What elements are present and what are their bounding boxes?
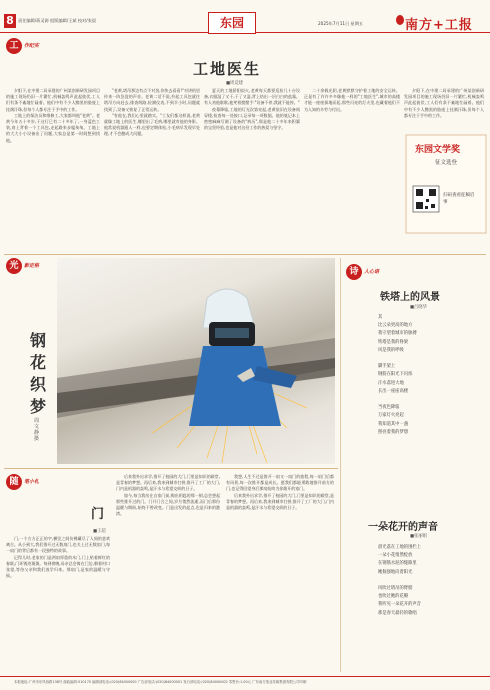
paragraph: 门,一个方方正正的字,横竖之间仿佛藏尽了人间的悲欢离合。从小到大,我们推开过无数扇门,也关上过无数扇门,每一扇门的背后都有一段独特的故事。: [6, 536, 110, 554]
column-badge-work: 工: [6, 38, 22, 54]
issue-date: 2025年7月11日 星期五: [318, 21, 364, 26]
article-author: ■周竞建: [226, 81, 243, 86]
column-name-poem: 人心语: [364, 269, 380, 275]
photo-title: 钢花织梦: [30, 331, 47, 416]
paragraph: 工地上的保洁员和维修工,大家都叫他"老黄"。老黄今年五十多岁,干这行已有二十多年了,一身蓝色工装,肩上背着一个工具包,走起路来步履匆匆。工地上的大大小小设备出了问题,大家总是第一时间想到找他。: [6, 112, 100, 143]
essay-body-col-c: [226, 474, 334, 672]
poem-body-2: 晨光落在工地的围栏上 一朵小花悄然绽放 在钢筋水泥的缝隙里 她倔强地向着阳光 风吹过塔吊的臂膀 也吹过她的花瓣 我听见一朵花开的声音 那是春天最轻的歌唱: [378, 545, 421, 616]
divider: [4, 254, 486, 255]
poem-body-1: 其 比云朵更高的地方 我守望着城市的脉搏 铁塔是我的脊梁 风是我的呼吸 脚手架上 钢筋在阳光下闪烁 汗水落进大地 长出一座座高楼 当夜色降临 万家灯火亮起 我知道其中一盏 照亮着我的梦想: [378, 315, 417, 435]
column-name-work: 作纪实: [24, 43, 40, 49]
essay-body-col-b: [116, 474, 220, 672]
paragraph: 二十余载光阴,老黄默默守护着工地的安全运转。正是有了许许多多像他一样的"工地医生",城市的高楼才能一座座拔地而起,那些闪亮的灯火里,也藏着他们不为人知的辛劳与付出。: [304, 88, 400, 112]
article-body-col-b: [104, 88, 200, 252]
article-title: 工地医生: [193, 60, 262, 78]
paragraph: 我想,人生不过是推开一扇又一扇门的旅程,每一扇门后都有风景,每一次推开都是成长。愿我们都能勇敢地推开前方的门,也记得回望身后那扇始终为你敞开的家门。: [226, 474, 334, 492]
article-body-col-d: [304, 88, 400, 252]
paragraph: 后来我外出求学,推开了校园的大门,门里是知识的殿堂,是青春的梦想。再后来,我来到城市打拼,推开了工厂的大门,门内是机器的轰鸣,是汗水与希望交织的日子。: [226, 492, 334, 511]
column-badge-photo: 光: [6, 258, 22, 274]
paragraph: 夕阳下,在中建二局承建的广州某创新研发园项目的施工现场仍旧一片繁忙,机械轰鸣声此起彼伏,工人们有条不紊地忙碌着。他们中有不少人黝黑的脸庞上挂满汗珠,但每个人都专注于手中的工作。: [404, 88, 484, 118]
divider: [4, 468, 338, 469]
column-name-photo: 影定格: [24, 263, 40, 269]
page-header: [0, 0, 490, 33]
paragraph: 后来我外出求学,推开了校园的大门,门里是知识的殿堂,是青春的梦想。再后来,我来到城市打拼,推开了工厂的大门,门内是机器的轰鸣,是汗水与希望交织的日子。: [116, 474, 220, 492]
editor-credits: 责任编辑/蒋灵源 组版编辑/王斌 校对/张晨: [18, 18, 97, 23]
welding-photo: [57, 258, 335, 464]
poem-title-1: 铁塔上的风景: [380, 292, 440, 303]
brand-name: 南方+工报: [405, 18, 473, 33]
qr-code-icon[interactable]: [413, 186, 439, 212]
column-badge-poem: 诗: [346, 264, 362, 280]
article-body-col-e: [404, 88, 484, 132]
paragraph: 如今,每当我站在自家门前,掏出钥匙的那一刻,总会想起那些推开过的门。门开门合之间,岁月悄然流逝,而门后那份温暖与期盼,始终不曾改变。门是出发的起点,也是归来的港湾。: [116, 492, 220, 517]
qr-caption: 扫码查看征稿启事: [443, 193, 475, 205]
section-title: 东园: [208, 12, 256, 34]
welding-photo-image: [57, 258, 335, 464]
article-body-col-c: [204, 88, 300, 252]
poem-author-2: ■张丽娟: [410, 534, 427, 539]
paragraph: "老黄,塔吊那边有点不对劲,你快去看看!"对讲机里传来一阵急促的声音。老黄二话不说,拎起工具包就往塔吊方向赶去,排查线路,检测仪表,不到半小时,问题就找到了,设备又恢复了正常运转。: [104, 88, 200, 112]
photo-credit: 周文静 摄: [34, 418, 40, 442]
paragraph: 记得儿时,老家的门是两扇厚重的木门,门上贴着鲜红的春联,门环锈迹斑斑。每到傍晚,母亲总会倚在门边,朝着村口张望,等待父亲和我们放学归来。那扇门,是家的温暖与守候。: [6, 554, 110, 579]
poem-title-2: 一朵花开的声音: [368, 522, 438, 533]
column-badge-essay: 随: [6, 474, 22, 490]
paragraph: "有他在,我们心里就踏实。"工友们都这样说,老黄就像工地上的医生,哪里出了毛病,哪里就有他的身影。他常说机器跟人一样,也要定期体检,小毛病早发现早处理,才不会酿成大问题。: [104, 112, 200, 137]
literary-award-box: [405, 134, 487, 234]
paragraph: 夜幕降临,工地的灯光次第亮起,老黄依旧在设备间穿梭,检查每一处接口,记录每一项数据。他的笔记本上密密麻麻写满了设备的"病历",那是他二十多年来积累的宝贵经验,也是他对这份工作的热爱与坚守。: [204, 106, 300, 131]
award-title: 东园文学奖: [415, 145, 461, 155]
page-footer: 本报地址:广州市东风西路138号 邮政编码:510170 编辑部电话:(020)84000000 广告部电话:(020)84000001 发行部电话:(020)84000002 零售价:1.00元 广东南方报业传媒集团有限公司印刷: [0, 676, 490, 690]
column-divider: [340, 258, 341, 672]
essay-author: ■王超: [93, 529, 106, 534]
page-number: 8: [4, 14, 16, 28]
essay-body-col-a: [6, 536, 110, 672]
brand-logo-icon: [396, 15, 404, 25]
poem-author-1: ■吕晓华: [410, 305, 427, 310]
award-subtitle: 征文选登: [435, 160, 458, 166]
essay-title: 门: [91, 507, 105, 522]
article-body-col-a: [6, 88, 100, 252]
column-name-essay: 笔小札: [24, 479, 40, 485]
paragraph: 夏天的工地骄阳似火,老黄每天都要巡检几十台设备,衣服湿了又干,干了又湿,背上结出一层白白的盐霜。有人劝他歇歇,他笑着摆摆手:"设备不停,我就不能停。": [204, 88, 300, 106]
paragraph: 夕阳下,在中建二局承建的广州某创新研发园项目的施工现场仍旧一片繁忙,机械轰鸣声此起彼伏,工人们有条不紊地忙碌着。他们中有不少人黝黑的脸庞上挂满汗珠,但每个人都专注于手中的工作。: [6, 88, 100, 112]
